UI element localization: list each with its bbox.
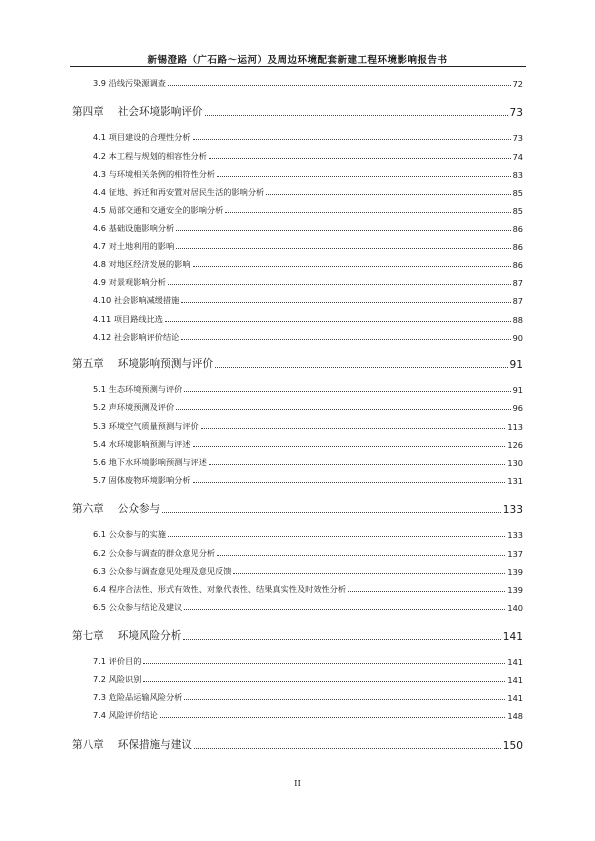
toc-entry-title: 征地、拆迁和再安置对居民生活的影响分析 (108, 187, 265, 197)
toc-entry-number: 7.4 (93, 710, 107, 720)
toc-section-entry[interactable] (93, 313, 523, 325)
toc-entry-number: 第七章 (72, 630, 104, 642)
toc-leader-dots (143, 681, 505, 682)
toc-entry-title: 环境影响预测与评价 (117, 358, 214, 370)
toc-entry-number: 5.7 (93, 475, 107, 485)
toc-entry-number: 6.1 (93, 529, 107, 539)
toc-entry-number: 4.12 (93, 332, 112, 342)
toc-section-entry[interactable] (93, 420, 523, 432)
toc-leader-dots (176, 230, 510, 231)
toc-page-number: 126 (507, 440, 523, 450)
toc-section-entry[interactable] (93, 673, 523, 685)
toc-chapter-entry[interactable] (72, 501, 523, 516)
toc-leader-dots (217, 176, 510, 177)
toc-section-entry[interactable] (93, 294, 523, 306)
toc-section-entry[interactable] (93, 583, 523, 595)
toc-entry-title: 社会环境影响评价 (117, 106, 203, 118)
page-number: II (294, 779, 301, 789)
toc-leader-dots (168, 85, 511, 86)
toc-entry-number: 4.7 (93, 241, 107, 251)
toc-entry-title: 评价目的 (108, 656, 142, 666)
toc-entry-title: 水环境影响预测与评述 (108, 439, 191, 449)
toc-leader-dots (184, 609, 505, 610)
toc-entry-number: 6.3 (93, 566, 107, 576)
toc-entry-title: 固体废物环境影响分析 (108, 475, 191, 485)
toc-leader-dots (176, 409, 510, 410)
toc-entry-number: 3.9 (93, 78, 107, 88)
toc-section-entry[interactable] (93, 131, 523, 143)
toc-entry-number: 4.1 (93, 132, 107, 142)
toc-leader-dots (194, 748, 501, 749)
toc-page-number: 91 (509, 359, 523, 371)
toc-entry-title: 沿线污染源调查 (108, 78, 166, 88)
toc-entry-title: 危险品运输风险分析 (108, 692, 183, 702)
toc-page-number: 88 (512, 315, 523, 325)
toc-leader-dots (193, 266, 511, 267)
toc-entry-title: 局部交通和交通安全的影响分析 (108, 205, 224, 215)
toc-entry-number: 第六章 (72, 503, 104, 515)
toc-leader-dots (160, 717, 506, 718)
toc-entry-title: 生态环境预测与评价 (108, 384, 183, 394)
toc-leader-dots (348, 591, 505, 592)
toc-page-number: 91 (512, 385, 523, 395)
toc-leader-dots (165, 321, 511, 322)
toc-section-entry[interactable] (93, 186, 523, 198)
toc-section-entry[interactable] (93, 565, 523, 577)
toc-page-number: 86 (512, 224, 523, 234)
toc-entry-title: 社会影响减缓措施 (113, 295, 180, 305)
toc-entry-title: 公众参与调查意见处理及意见反馈 (108, 566, 232, 576)
toc-entry-title: 本工程与规划的相容性分析 (108, 151, 207, 161)
toc-page-number: 87 (512, 278, 523, 288)
toc-section-entry[interactable] (93, 691, 523, 703)
toc-leader-dots (181, 302, 510, 303)
toc-section-entry[interactable] (93, 258, 523, 270)
toc-leader-dots (184, 391, 510, 392)
toc-leader-dots (215, 367, 507, 368)
toc-entry-title: 风险评价结论 (108, 710, 158, 720)
toc-chapter-entry[interactable] (72, 356, 523, 371)
toc-entry-title: 声环境预测及评价 (108, 402, 175, 412)
toc-entry-title: 公众参与 (117, 503, 161, 515)
toc-page-number: 83 (512, 170, 523, 180)
toc-leader-dots (193, 446, 506, 447)
toc-leader-dots (201, 428, 506, 429)
toc-leader-dots (217, 555, 505, 556)
toc-leader-dots (225, 212, 510, 213)
toc-page-number: 137 (507, 549, 523, 559)
toc-entry-title: 基础设施影响分析 (108, 223, 175, 233)
toc-leader-dots (233, 573, 505, 574)
toc-page-number: 141 (507, 657, 523, 667)
toc-page-number: 90 (512, 333, 523, 343)
toc-entry-title: 风险识别 (108, 674, 142, 684)
toc-page-number: 73 (509, 107, 523, 119)
toc-entry-title: 对土地利用的影响 (108, 241, 175, 251)
toc-page-number: 85 (512, 188, 523, 198)
toc-leader-dots (209, 464, 505, 465)
toc-entry-title: 公众参与调查的群众意见分析 (108, 548, 216, 558)
toc-entry-number: 5.4 (93, 439, 107, 449)
toc-entry-title: 对地区经济发展的影响 (108, 259, 191, 269)
toc-section-entry[interactable] (93, 276, 523, 288)
toc-leader-dots (193, 139, 511, 140)
toc-leader-dots (183, 639, 500, 640)
toc-page-number: 139 (507, 567, 523, 577)
toc-page-number: 86 (512, 242, 523, 252)
toc-entry-number: 4.8 (93, 259, 107, 269)
toc-entry-number: 7.2 (93, 674, 107, 684)
toc-entry-number: 7.1 (93, 656, 107, 666)
toc-leader-dots (143, 663, 505, 664)
toc-page-number: 141 (507, 675, 523, 685)
toc-entry-number: 5.1 (93, 384, 107, 394)
toc-section-entry[interactable] (93, 168, 523, 180)
toc-entry-number: 4.2 (93, 151, 107, 161)
toc-entry-title: 社会影响评价结论 (113, 332, 180, 342)
toc-section-entry[interactable] (93, 383, 523, 395)
toc-entry-title: 公众参与结论及建议 (108, 602, 183, 612)
toc-section-entry[interactable] (93, 709, 523, 721)
toc-entry-number: 第四章 (72, 106, 104, 118)
toc-entry-title: 环境空气质量预测与评价 (108, 421, 199, 431)
toc-leader-dots (205, 115, 508, 116)
toc-page-number: 141 (507, 693, 523, 703)
toc-leader-dots (209, 158, 511, 159)
toc-entry-title: 地下水环境影响预测与评述 (108, 457, 207, 467)
toc-entry-number: 5.3 (93, 421, 107, 431)
toc-entry-number: 4.5 (93, 205, 107, 215)
toc-entry-title: 对景观影响分析 (108, 277, 166, 287)
toc-entry-number: 第五章 (72, 358, 104, 370)
toc-entry-number: 6.4 (93, 584, 107, 594)
toc-page-number: 72 (512, 79, 523, 89)
toc-entry-number: 4.10 (93, 295, 112, 305)
toc-leader-dots (193, 482, 506, 483)
toc-section-entry[interactable] (93, 456, 523, 468)
toc-entry-number: 4.6 (93, 223, 107, 233)
toc-entry-number: 4.4 (93, 187, 107, 197)
toc-entry-title: 项目建设的合理性分析 (108, 132, 191, 142)
toc-entry-title: 公众参与的实施 (108, 529, 166, 539)
toc-page-number: 130 (507, 458, 523, 468)
toc-section-entry[interactable] (93, 150, 523, 162)
toc-entry-number: 第八章 (72, 739, 104, 751)
document-header-title: 新锡澄路（广石路～运河）及周边环境配套新建工程环境影响报告书 (147, 55, 448, 66)
toc-section-entry[interactable] (93, 601, 523, 613)
toc-entry-number: 6.5 (93, 602, 107, 612)
toc-page-number: 148 (507, 711, 523, 721)
toc-entry-title: 程序合法性、形式有效性、对象代表性、结果真实性及时效性分析 (108, 584, 347, 594)
toc-section-entry[interactable] (93, 331, 523, 343)
toc-section-entry[interactable] (93, 438, 523, 450)
toc-page-number: 87 (512, 296, 523, 306)
toc-page-number: 113 (507, 422, 523, 432)
toc-page-number: 150 (502, 740, 523, 752)
toc-page-number: 133 (507, 530, 523, 540)
toc-entry-title: 项目路线比选 (113, 314, 163, 324)
toc-section-entry[interactable] (93, 222, 523, 234)
toc-page-number: 85 (512, 206, 523, 216)
toc-leader-dots (168, 284, 511, 285)
toc-page-number: 73 (512, 133, 523, 143)
toc-entry-title: 与环境相关条例的相符性分析 (108, 169, 216, 179)
toc-entry-number: 6.2 (93, 548, 107, 558)
toc-section-entry[interactable] (93, 240, 523, 252)
toc-section-entry[interactable] (93, 528, 523, 540)
toc-page-number: 131 (507, 476, 523, 486)
toc-section-entry[interactable] (93, 204, 523, 216)
toc-section-entry[interactable] (93, 474, 523, 486)
toc-chapter-entry[interactable] (72, 628, 523, 643)
toc-entry-number: 5.6 (93, 457, 107, 467)
toc-leader-dots (176, 248, 510, 249)
toc-leader-dots (181, 339, 510, 340)
toc-section-entry[interactable] (93, 655, 523, 667)
toc-page-number: 139 (507, 585, 523, 595)
toc-chapter-entry[interactable] (72, 104, 523, 119)
toc-entry-number: 4.3 (93, 169, 107, 179)
toc-page-number: 74 (512, 152, 523, 162)
toc-page-number: 86 (512, 260, 523, 270)
toc-section-entry[interactable] (93, 547, 523, 559)
toc-page-number: 96 (512, 403, 523, 413)
toc-leader-dots (266, 194, 510, 195)
toc-page-number: 140 (507, 603, 523, 613)
toc-chapter-entry[interactable] (72, 737, 523, 752)
toc-page-number: 133 (502, 504, 523, 516)
toc-page-number: 141 (502, 631, 523, 643)
toc-entry-number: 4.9 (93, 277, 107, 287)
toc-entry-number: 7.3 (93, 692, 107, 702)
toc-leader-dots (184, 699, 505, 700)
toc-entry-number: 5.2 (93, 402, 107, 412)
toc-leader-dots (162, 512, 501, 513)
toc-section-entry[interactable] (93, 77, 523, 89)
toc-entry-number: 4.11 (93, 314, 112, 324)
toc-entry-title: 环境风险分析 (117, 630, 182, 642)
toc-entry-title: 环保措施与建议 (117, 739, 192, 751)
toc-leader-dots (168, 536, 505, 537)
toc-section-entry[interactable] (93, 401, 523, 413)
